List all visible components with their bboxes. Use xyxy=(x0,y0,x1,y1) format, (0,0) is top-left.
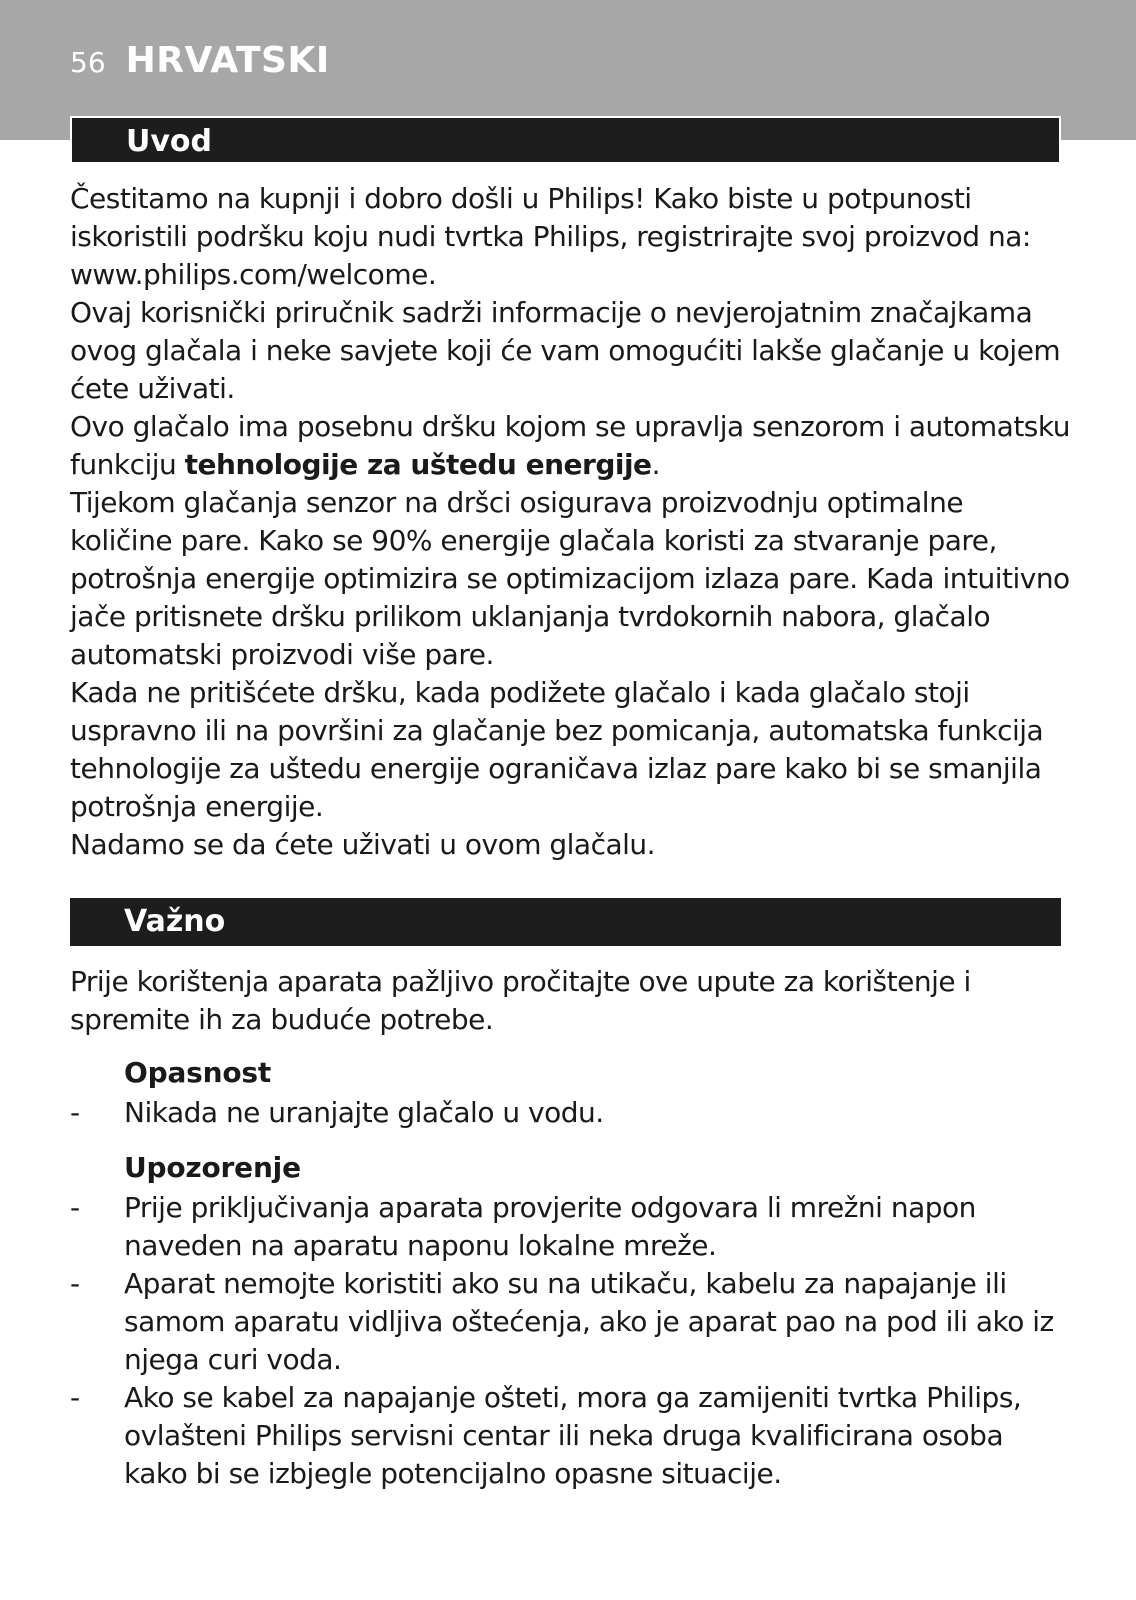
intro-text xyxy=(70,180,1070,864)
intro-paragraph: Nadamo se da ćete uživati u ovom glačalu. xyxy=(70,828,656,861)
section-heading-important: Važno xyxy=(70,898,1061,946)
intro-paragraph: Ovaj korisnički priručnik sadrži informacije o nevjerojatnim značajkama ovog glačala i neke savjete koji će vam omogućiti lakše glačanje u kojem ćete uživati. xyxy=(70,296,1061,405)
section-heading-intro: Uvod xyxy=(70,116,1061,164)
intro-paragraph-text: Ovo glačalo ima posebnu dršku kojom se upravlja senzorom i automatsku funkciju xyxy=(70,410,1070,481)
list-item xyxy=(70,1379,1060,1493)
list-item-text: Ako se kabel za napajanje ošteti, mora ga zamijeniti tvrtka Philips, ovlašteni Philips servisni centar ili neka druga kvalificirana osoba kako bi se izbjegle potencijalno opasne situacije. xyxy=(124,1381,1022,1490)
warning-list xyxy=(70,1189,1060,1493)
list-item xyxy=(70,1189,1060,1265)
intro-paragraph xyxy=(70,408,1070,484)
list-item xyxy=(70,1265,1060,1379)
intro-paragraph: Kada ne pritišćete dršku, kada podižete glačalo i kada glačalo stoji uspravno ili na površini za glačanje bez pomicanja, automatska funkcija tehnologije za uštedu energije ograničava izlaz pare kako bi se smanjila potrošnja energije. xyxy=(70,676,1044,823)
intro-paragraph-text: . xyxy=(651,448,660,481)
page-number: 56 xyxy=(70,46,106,79)
bullet-dash: - xyxy=(70,1267,80,1300)
danger-list xyxy=(70,1094,1060,1132)
danger-heading: Opasnost xyxy=(124,1056,272,1089)
list-item-text: Nikada ne uranjajte glačalo u vodu. xyxy=(124,1096,604,1129)
list-item-text: Prije priključivanja aparata provjerite odgovara li mrežni napon naveden na aparatu naponu lokalne mreže. xyxy=(124,1191,976,1262)
list-item xyxy=(70,1094,1060,1132)
page-header xyxy=(70,40,330,81)
page-language-title: HRVATSKI xyxy=(125,40,330,81)
bullet-dash: - xyxy=(70,1381,80,1414)
warning-heading: Upozorenje xyxy=(124,1151,301,1184)
important-paragraph: Prije korištenja aparata pažljivo pročitajte ove upute za korištenje i spremite ih za buduće potrebe. xyxy=(70,965,971,1036)
intro-paragraph-bold-term: tehnologije za uštedu energije xyxy=(184,448,652,481)
important-intro-text xyxy=(70,963,1070,1039)
list-item-text: Aparat nemojte koristiti ako su na utikaču, kabelu za napajanje ili samom aparatu vidljiva oštećenja, ako je aparat pao na pod ili ako iz njega curi voda. xyxy=(124,1267,1054,1376)
intro-paragraph: Čestitamo na kupnji i dobro došli u Philips! Kako biste u potpunosti iskoristili podršku koju nudi tvrtka Philips, registrirajte svoj proizvod na: www.philips.com/welcome. xyxy=(70,182,1031,291)
bullet-dash: - xyxy=(70,1191,80,1224)
intro-paragraph: Tijekom glačanja senzor na dršci osigurava proizvodnju optimalne količine pare. Kako se 90% energije glačala koristi za stvaranje pare, potrošnja energije optimizira se optimizacijom izlaza pare. Kada intuitivno jače pritisnete dršku prilikom uklanjanja tvrdokornih nabora, glačalo automatski proizvodi više pare. xyxy=(70,486,1070,671)
bullet-dash: - xyxy=(70,1096,80,1129)
